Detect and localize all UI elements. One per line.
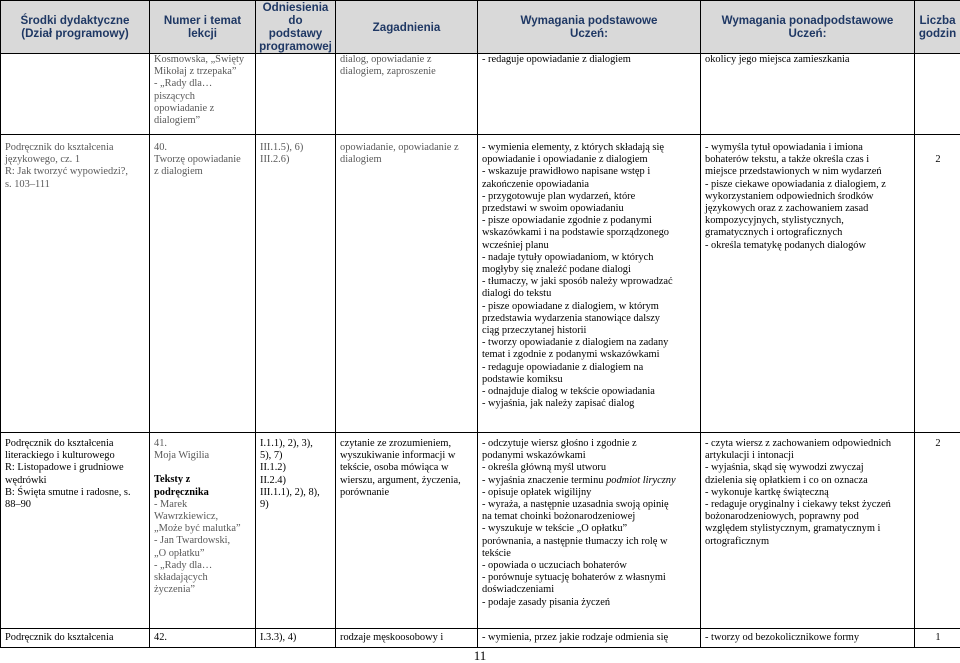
cell-lesson	[150, 433, 256, 629]
text-line: opowiadanie, opowiadanie z	[340, 142, 459, 153]
text-line: miejsce przedstawionych w nim wydarzeń	[705, 166, 882, 178]
cell-topics	[336, 135, 478, 433]
text-line: literackiego i kulturowego	[5, 450, 115, 462]
text-line: Podręcznik do kształcenia	[5, 142, 114, 153]
text-line: temat i zgodnie z podanymi wskazówkami	[482, 349, 660, 361]
table-row	[1, 433, 960, 629]
text-line: wykorzystaniem odpowiednich środków	[705, 190, 874, 202]
text-line: 40.	[154, 142, 167, 153]
text-line: - Jan Twardowski,	[154, 535, 231, 547]
text-line: wcześniej planu	[482, 239, 549, 251]
text-line: Podręcznik do kształcenia	[5, 438, 114, 449]
cell-topics	[336, 433, 478, 629]
cell-topics: rodzaje męskoosobowy i	[336, 629, 478, 648]
text-line: I.1.1), 2), 3),	[260, 438, 313, 449]
cell-hours: 2	[915, 135, 960, 433]
text-line: porównanie	[340, 486, 390, 498]
cell-lesson	[150, 135, 256, 433]
cell-section	[1, 54, 150, 135]
text-line: kompozycyjnych, stylistycznych,	[705, 215, 844, 227]
text-line: - opisuje opłatek wigilijny	[482, 486, 592, 498]
text-line: - wyjaśnia, skąd się wywodzi zwyczaj	[705, 462, 864, 474]
text-line: II.2.4)	[260, 474, 286, 486]
basic-term-line: - wyjaśnia znaczenie terminu podmiot liryczny	[482, 474, 676, 486]
page-number: 11	[473, 648, 487, 663]
text-line: językowego, cz. 1	[5, 154, 81, 166]
text-line: - redaguje opowiadanie z dialogiem na	[482, 361, 644, 373]
text-line: - określa główną myśl utworu	[482, 462, 607, 474]
text-line: językowych oraz z zachowaniem zasad	[705, 203, 869, 215]
text-line: - opowiada o uczuciach bohaterów	[482, 560, 627, 572]
cell-basic	[478, 433, 701, 629]
text-line: piszących	[154, 90, 195, 102]
text-line: doświadczeniami	[482, 584, 555, 596]
text-line: III.1.1), 2), 8),	[260, 486, 320, 498]
text-line: artykulacji i intonacji	[705, 450, 794, 462]
text-line: - tłumaczy, w jaki sposób należy wprowadzać	[482, 276, 673, 288]
text-line: względem stylistycznym, gramatycznym i	[705, 523, 881, 535]
text-line: - wyszukuje w tekście „O opłatku”	[482, 523, 628, 535]
text-line: Wawrzkiewicz,	[154, 511, 219, 523]
text-line: tekście	[482, 547, 511, 559]
text-line: R: Jak tworzyć wypowiedzi?,	[5, 166, 128, 178]
text-line: B: Święta smutne i radosne, s.	[5, 486, 131, 498]
cell-basic	[478, 54, 701, 135]
text-line: Uczeń:	[569, 27, 608, 40]
text-line: dialogi do tekstu	[482, 288, 552, 300]
text-line: Zagadnienia	[372, 20, 441, 34]
text-line: 41.	[154, 438, 167, 449]
text-line: mogłyby się znaleźć podane dialogi	[482, 264, 631, 276]
text-line: gramatycznych i ortograficznych	[705, 227, 843, 239]
text-line: czytanie ze zrozumieniem,	[340, 438, 452, 449]
text-line: z dialogiem	[154, 166, 203, 178]
text-line: - przygotowuje plan wydarzeń, które	[482, 190, 636, 202]
header-reference	[256, 1, 336, 54]
text-line: - redaguje oryginalny i ciekawy tekst życzeń	[705, 499, 891, 511]
cell-lesson	[150, 54, 256, 135]
text-line: podręcznika	[154, 486, 209, 498]
table-row	[1, 135, 960, 433]
header-hours	[915, 1, 960, 54]
text-line: - redaguje opowiadanie z dialogiem	[482, 54, 631, 65]
text-line: wskazówkami i na podstawie sporządzonego	[482, 227, 669, 239]
text-line: Mikołaj z trzepaka”	[154, 66, 237, 78]
text-line: porównania, a następnie tłumaczy ich rolę w	[482, 535, 668, 547]
text-line: dzielenia się opłatkiem i co on oznacza	[705, 474, 868, 486]
text-line: godzin	[918, 27, 957, 40]
text-line: podstawie komiksu	[482, 373, 563, 385]
header-number	[150, 1, 256, 54]
text-line: okolicy jego miejsca zamieszkania	[705, 54, 850, 65]
cell-advanced	[701, 433, 915, 629]
text-line: Tworzę opowiadanie	[154, 154, 241, 166]
table-row	[1, 54, 960, 135]
text-line: dialogiem, zaproszenie	[340, 66, 436, 78]
text-line: Numer i temat	[163, 14, 242, 27]
text-line: III.1.5), 6)	[260, 142, 304, 153]
cell-basic	[478, 135, 701, 433]
text-line: ciąg przeczytanej historii	[482, 325, 587, 337]
text-line: - wykonuje kartkę świąteczną	[705, 486, 829, 498]
text-line: „Może być malutka”	[154, 523, 241, 535]
cell-reference	[256, 433, 336, 629]
basic-list-part-a	[482, 438, 697, 475]
text-line: s. 103–111	[5, 178, 50, 190]
text-line: - pisze opowiadane z dialogiem, w którym	[482, 300, 659, 312]
text-line: wyszukiwanie informacji w	[340, 450, 456, 462]
text-line: - wyjaśnia, jak należy zapisać dialog	[482, 398, 635, 410]
text-line: programowej	[259, 40, 332, 53]
text-line: - pisze opowiadanie zgodnie z podanymi	[482, 215, 652, 227]
text-line: Wymagania podstawowe	[520, 14, 658, 27]
text-line: wędrówki	[5, 474, 47, 486]
cell-reference	[256, 135, 336, 433]
text-line: II.1.2)	[260, 462, 286, 474]
text-line: życzenia”	[154, 584, 195, 596]
text-line: opowiadanie z	[154, 102, 215, 114]
text-line: dialogiem”	[154, 115, 201, 127]
text-line: 9)	[260, 499, 269, 511]
header-advanced-requirements	[701, 1, 915, 54]
text-line: „O opłatku”	[154, 547, 205, 559]
header-section	[1, 1, 150, 54]
text-line: - nadaje tytuły opowiadaniom, w których	[482, 251, 654, 263]
text-line: R: Listopadowe i grudniowe	[5, 462, 124, 474]
cell-lesson: 42.	[150, 629, 256, 648]
text-line: - wskazuje prawidłowo napisane wstęp i	[482, 166, 651, 178]
text-line: - porównuje sytuację bohaterów z własnymi	[482, 572, 666, 584]
text-line: - Marek	[154, 498, 188, 510]
text-line: - określa tematykę podanych dialogów	[705, 239, 867, 251]
cell-section	[1, 433, 150, 629]
text-line: - odczytuje wiersz głośno i zgodnie z	[482, 438, 637, 449]
cell-hours	[915, 54, 960, 135]
cell-topics	[336, 54, 478, 135]
text-line: Kosmowska, „Święty	[154, 54, 245, 65]
text-line: dialog, opowiadanie z	[340, 54, 432, 65]
text-line: podanymi wskazówkami	[482, 450, 586, 462]
header-topics	[336, 1, 478, 54]
text-line: Środki dydaktyczne	[20, 14, 130, 27]
text-line: - tworzy opowiadanie z dialogiem na zadany	[482, 337, 669, 349]
text-line: bożonarodzeniowych, poprawny pod	[705, 511, 859, 523]
text-line: zakończenie opowiadania	[482, 178, 590, 190]
text-line: opowiadanie i opowiadanie z dialogiem	[482, 154, 648, 166]
text-line: lekcji	[187, 27, 217, 40]
text-line: Odniesienia do	[262, 1, 329, 27]
header-row	[1, 1, 960, 54]
text-line: Uczeń:	[788, 27, 827, 40]
text-line: III.2.6)	[260, 154, 290, 166]
table-row	[1, 629, 960, 648]
cell-reference: I.3.3), 4)	[256, 629, 336, 648]
text-line: bohaterów tekstu, a także określa czas i	[705, 154, 870, 166]
text-line: - podaje zasady pisania życzeń	[482, 596, 611, 608]
text-line: (Dział programowy)	[21, 27, 129, 40]
cell-advanced	[701, 54, 915, 135]
cell-advanced	[701, 135, 915, 433]
text-line: podstawy	[268, 27, 323, 40]
lesson-texts-heading	[154, 474, 252, 498]
text-line: dialogiem	[340, 154, 382, 166]
text-line: przedstawia wydarzenia stanowiące dalszy	[482, 312, 661, 324]
text-line: Teksty z	[154, 474, 191, 486]
header-basic-requirements	[478, 1, 701, 54]
text-line: wierszu, argument, życzenia,	[340, 474, 461, 486]
text-line: - pisze ciekawe opowiadania z dialogiem, z	[705, 178, 886, 190]
basic-list-part-c	[482, 487, 697, 609]
text-line: - wyraża, a następnie uzasadnia swoją opinię	[482, 499, 669, 511]
term-italic: podmiot liryczny	[606, 474, 676, 486]
cell-section	[1, 135, 150, 433]
text-line: 88–90	[5, 499, 31, 511]
text-line: - „Rady dla…	[154, 78, 213, 90]
text-line: ortograficznym	[705, 535, 770, 547]
text-line: - odnajduje dialog w tekście opowiadania	[482, 386, 655, 398]
text-line: - „Rady dla…	[154, 559, 213, 571]
text-line: tekście, osoba mówiąca w	[340, 462, 449, 474]
text-line: Moja Wigilia	[154, 450, 210, 462]
text-line: - wymyśla tytuł opowiadania i imiona	[705, 142, 863, 153]
text-line: składających	[154, 572, 208, 584]
lesson-title	[154, 438, 252, 462]
cell-basic: - wymienia, przez jakie rodzaje odmienia się	[478, 629, 701, 648]
text-line: - wymienia elementy, z których składają się	[482, 142, 664, 153]
cell-advanced: - tworzy od bezokolicznikowe formy	[701, 629, 915, 648]
text-line: 5), 7)	[260, 450, 283, 462]
text-line: przedstawi w swoim opowiadaniu	[482, 203, 624, 215]
text-line: - czyta wiersz z zachowaniem odpowiednich	[705, 438, 892, 449]
text-line: na temat choinki bożonarodzeniowej	[482, 511, 636, 523]
cell-reference	[256, 54, 336, 135]
lesson-texts-list	[154, 499, 252, 597]
cell-section: Podręcznik do kształcenia	[1, 629, 150, 648]
text-line: Wymagania ponadpodstawowe	[721, 14, 894, 27]
cell-hours: 1	[915, 629, 960, 648]
cell-hours: 2	[915, 433, 960, 629]
text-line: Liczba	[919, 14, 956, 27]
